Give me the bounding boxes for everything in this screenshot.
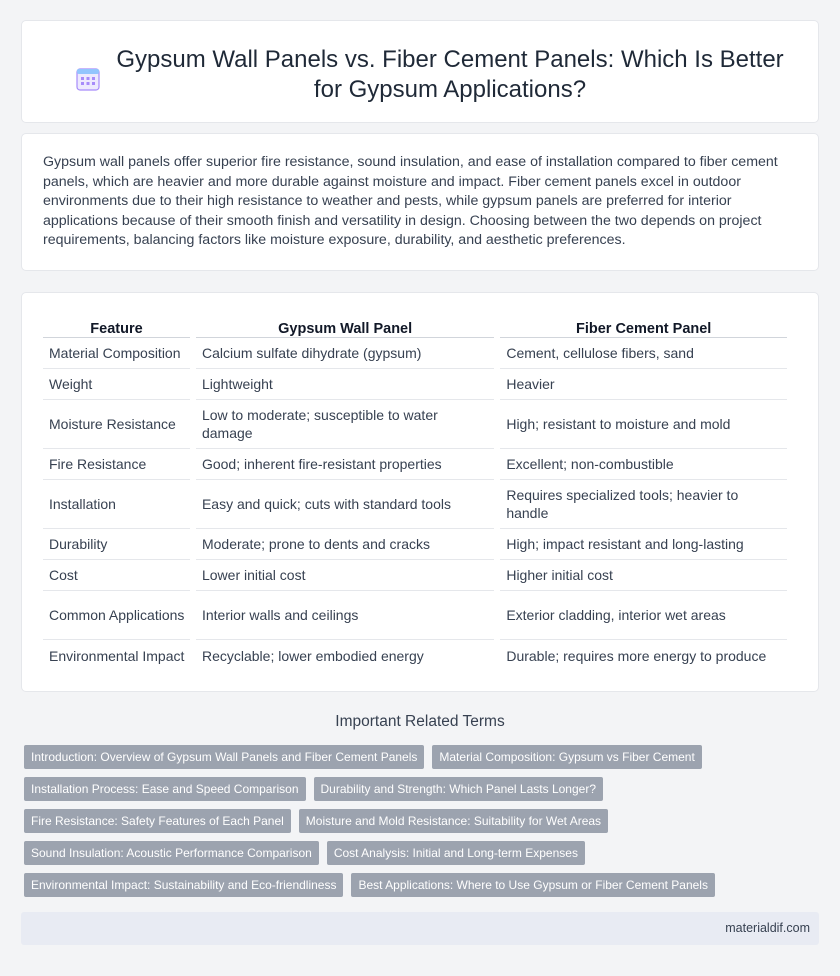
related-terms-heading: Important Related Terms bbox=[335, 713, 505, 730]
table-row bbox=[43, 591, 787, 640]
fiber-cement-cell: High; impact resistant and long-lasting bbox=[500, 529, 787, 560]
table-row bbox=[43, 449, 787, 480]
related-term-tag[interactable]: Environmental Impact: Sustainability and Eco-friendliness bbox=[24, 873, 343, 897]
feature-cell: Moisture Resistance bbox=[43, 400, 190, 449]
feature-cell: Installation bbox=[43, 480, 190, 529]
intro-card bbox=[21, 133, 819, 271]
related-term-tag[interactable]: Best Applications: Where to Use Gypsum or Fiber Cement Panels bbox=[351, 873, 714, 897]
related-term-tag[interactable]: Fire Resistance: Safety Features of Each Panel bbox=[24, 809, 291, 833]
gypsum-cell: Easy and quick; cuts with standard tools bbox=[196, 480, 494, 529]
tag-row bbox=[24, 809, 824, 833]
footer-bar bbox=[21, 912, 819, 945]
intro-paragraph: Gypsum wall panels offer superior fire resistance, sound insulation, and ease of installation compared to fiber cement panels, which are heavier and more durable against moisture and impact. Fiber cement panels excel in outdoor environments due to their high resistance to weather and pests, while gypsum panels are preferred for interior applications because of their smooth finish and versatility in design. Choosing between the two depends on project requirements, balancing factors like moisture exposure, durability, and aesthetic preferences. bbox=[43, 154, 778, 249]
feature-cell: Fire Resistance bbox=[43, 449, 190, 480]
table-row bbox=[43, 400, 787, 449]
gypsum-cell: Lower initial cost bbox=[196, 560, 494, 591]
gypsum-cell: Moderate; prone to dents and cracks bbox=[196, 529, 494, 560]
column-header-gypsum: Gypsum Wall Panel bbox=[196, 314, 494, 338]
table-row bbox=[43, 369, 787, 400]
tag-row bbox=[24, 841, 824, 865]
title-card bbox=[21, 20, 819, 123]
fiber-cement-cell: Excellent; non-combustible bbox=[500, 449, 787, 480]
column-header-feature: Feature bbox=[43, 314, 190, 338]
tag-row bbox=[24, 873, 824, 897]
fiber-cement-cell: Heavier bbox=[500, 369, 787, 400]
comparison-table bbox=[37, 314, 793, 671]
table-row bbox=[43, 480, 787, 529]
tag-row bbox=[24, 777, 824, 801]
site-credit-link[interactable]: materialdif.com bbox=[725, 921, 810, 935]
feature-cell: Environmental Impact bbox=[49, 647, 185, 664]
fiber-cement-cell: High; resistant to moisture and mold bbox=[500, 400, 787, 449]
feature-cell: Durability bbox=[43, 529, 190, 560]
feature-cell: Cost bbox=[43, 560, 190, 591]
fiber-cement-cell: Cement, cellulose fibers, sand bbox=[500, 338, 787, 369]
fiber-cement-cell: Higher initial cost bbox=[500, 560, 787, 591]
tag-row bbox=[24, 745, 824, 769]
page-title: Gypsum Wall Panels vs. Fiber Cement Panels: Which Is Better for Gypsum Applications? bbox=[116, 46, 784, 103]
related-term-tag[interactable]: Material Composition: Gypsum vs Fiber Cement bbox=[432, 745, 701, 769]
fiber-cement-cell: Exterior cladding, interior wet areas bbox=[500, 591, 787, 640]
fiber-cement-cell: Requires specialized tools; heavier to handle bbox=[500, 480, 787, 529]
related-term-tag[interactable]: Cost Analysis: Initial and Long-term Expenses bbox=[327, 841, 585, 865]
related-terms-list bbox=[24, 745, 824, 905]
table-row bbox=[43, 640, 787, 671]
table-row bbox=[43, 560, 787, 591]
related-term-tag[interactable]: Sound Insulation: Acoustic Performance Comparison bbox=[24, 841, 319, 865]
feature-cell: Weight bbox=[43, 369, 190, 400]
gypsum-cell: Calcium sulfate dihydrate (gypsum) bbox=[196, 338, 494, 369]
gypsum-cell: Lightweight bbox=[196, 369, 494, 400]
related-term-tag[interactable]: Moisture and Mold Resistance: Suitability for Wet Areas bbox=[299, 809, 608, 833]
calendar-grid-icon bbox=[75, 66, 101, 92]
fiber-cement-cell: Durable; requires more energy to produce bbox=[506, 647, 767, 664]
gypsum-cell: Good; inherent fire-resistant properties bbox=[196, 449, 494, 480]
table-row bbox=[43, 529, 787, 560]
table-row bbox=[43, 338, 787, 369]
gypsum-cell: Recyclable; lower embodied energy bbox=[201, 647, 424, 664]
gypsum-cell: Low to moderate; susceptible to water damage bbox=[196, 400, 494, 449]
feature-cell: Common Applications bbox=[43, 591, 190, 640]
comparison-table-card bbox=[21, 292, 819, 692]
feature-cell: Material Composition bbox=[43, 338, 190, 369]
table-header-row bbox=[43, 314, 787, 338]
column-header-fiber-cement: Fiber Cement Panel bbox=[500, 314, 787, 338]
gypsum-cell: Interior walls and ceilings bbox=[196, 591, 494, 640]
related-term-tag[interactable]: Introduction: Overview of Gypsum Wall Panels and Fiber Cement Panels bbox=[24, 745, 424, 769]
related-term-tag[interactable]: Durability and Strength: Which Panel Lasts Longer? bbox=[314, 777, 604, 801]
related-term-tag[interactable]: Installation Process: Ease and Speed Comparison bbox=[24, 777, 306, 801]
